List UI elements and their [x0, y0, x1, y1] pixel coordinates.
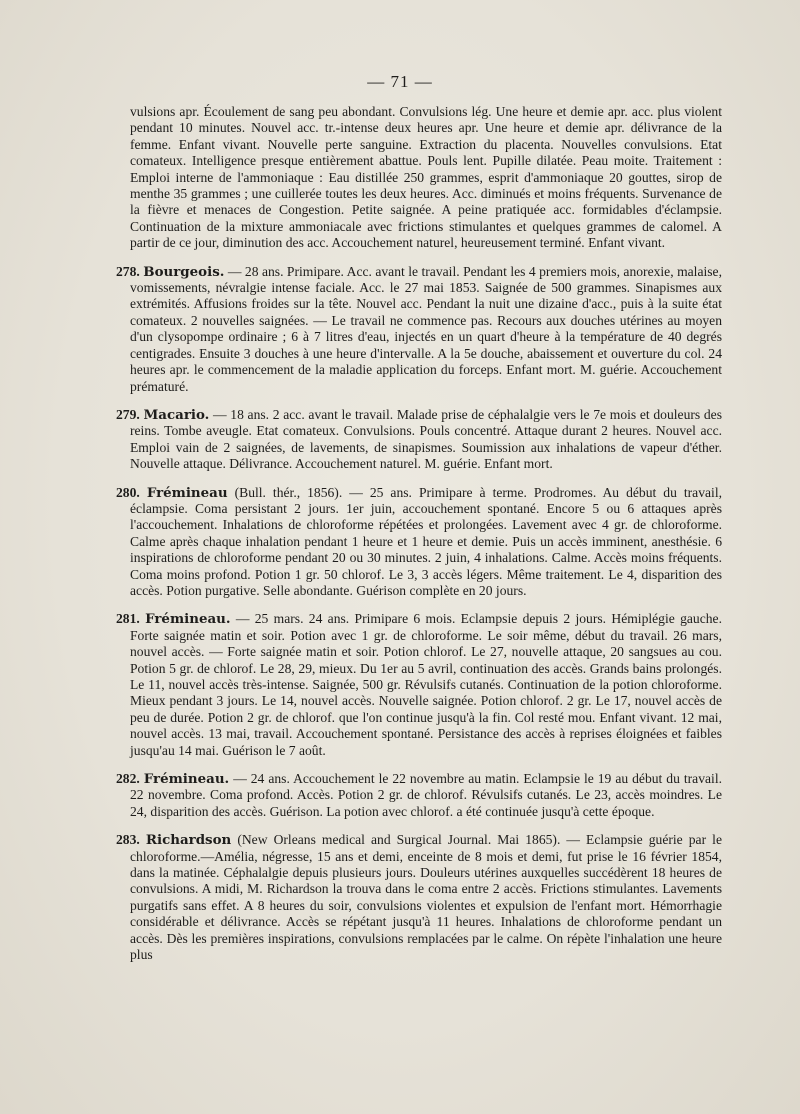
- entry-number: 282.: [116, 771, 140, 787]
- entry-283: [116, 832, 722, 963]
- entry-281: [116, 611, 722, 759]
- entry-author: Richardson: [145, 832, 232, 849]
- entry-280: [116, 485, 722, 600]
- entry-282: [116, 771, 722, 820]
- entry-number: 280.: [116, 484, 140, 500]
- entry-number: 283.: [116, 832, 140, 848]
- entry-text: (New Orleans medical and Surgical Journal. Mai 1865). — Eclampsie guérie par le chloroforme.—Amélia, négresse, 15 ans et demi, enceinte de 8 mois et demi, fut prise le 16 février 1854, dans la matinée. Céphalalgie depuis plusieurs jours. Douleurs utérines auxquelles succédèrent 18 heures de convulsions. A midi, M. Richardson la trouva dans le coma entre 2 accès. Frictions stimulantes. Lavements purgatifs sans effet. A 8 heures du soir, convulsions violentes et expulsion de l'enfant mort. Hémorrhagie considérable et délivrance. Accès se répétant jusqu'à 11 heures. Inhalations de chloroforme pendant un accès. Dès les premières inspirations, convulsions remplacées par le calme. On répète l'inhalation une heure plus: [130, 832, 722, 963]
- entry-author: Frémineau.: [145, 611, 231, 628]
- entry-author: Macario.: [143, 406, 210, 423]
- entry-number: 278.: [116, 263, 140, 279]
- entry-279: [116, 407, 722, 473]
- entry-author: Frémineau.: [143, 771, 230, 788]
- entry-number: 281.: [116, 611, 140, 627]
- entry-author: Bourgeois.: [143, 263, 225, 280]
- entry-author: Frémineau: [146, 484, 228, 501]
- entry-text: — 18 ans. 2 acc. avant le travail. Malade prise de céphalalgie vers le 7e mois et douleurs des reins. Tombe aveugle. Etat comateux. Convulsions. Pouls concentré. Attaque durant 2 heures. Nouvel acc. Emploi vain de 2 saignées, de lavements, de sinapismes. Soumission aux inhalations de vapeur d'éther. Nouvelle attaque. Délivrance. Accouchement naturel. M. guérie. Enfant mort.: [130, 406, 722, 472]
- entry-text: — 28 ans. Primipare. Acc. avant le travail. Pendant les 4 premiers mois, anorexie, malaise, vomissements, névralgie intense faciale. Acc. le 27 mai 1853. Saignée de 500 grammes. Sinapismes aux extrémités. Affusions froides sur la tête. Nouvel acc. Pendant la nuit une dizaine d'acc., puis à la suite état comateux. 2 nouvelles saignées. — Le travail ne commence pas. Recours aux douches utérines au moyen d'un clysopompe ordinaire ; 6 à 7 litres d'eau, injectés en un quart d'heure à la température de 40 degrés centigrades. Ensuite 3 douches à une heure d'intervalle. A la 5e douche, abaissement et ouverture du col. 24 heures apr. le commencement de la maladie application du forceps. Enfant mort. M. guérie. Accouchement prématuré.: [130, 263, 722, 394]
- entry-text: — 25 mars. 24 ans. Primipare 6 mois. Eclampsie depuis 2 jours. Hémiplégie gauche. Forte saignée matin et soir. Potion avec 1 gr. de chloroforme. Le soir même, début du travail. 26 mars, nouvel accès. — Forte saignée matin et soir. Potion chlorof. Le 27, nouvelle attaque, 20 sangsues au cou. Potion 5 gr. de chlorof. Le 28, 29, mieux. Du 1er au 5 avril, continuation des accès. Grands bains prolongés. Le 11, nouvel accès très-intense. Saignée, 500 gr. Révulsifs cutanés. Continuation de la potion chloroforme. Mieux pendant 3 jours. Le 14, nouvel accès. Nouvelle saignée. Potion chlorof. 2 gr. Le 17, nouvel accès de peu de durée. Potion 2 gr. de chlorof. que l'on continue jusqu'à la fin. Col resté mou. Enfant vivant. 12 mai, nouvel accès. 13 mai, travail. Accouchement spontané. Persistance des accès à reprises éloignées et faibles jusqu'au 14 mai. Guérison le 7 août.: [130, 611, 722, 758]
- page-body: [116, 104, 722, 976]
- entry-text: — 24 ans. Accouchement le 22 novembre au matin. Eclampsie le 19 au début du travail. 22 novembre. Coma profond. Accès. Potion 2 gr. de chlorof. Révulsifs cutanés. Le 23, accès moindres. Le 24, disparition des accès. Guérison. La potion avec chlorof. a été continuée jusqu'à cette époque.: [130, 771, 722, 819]
- entry-number: 279.: [116, 406, 140, 422]
- entry-278: [116, 264, 722, 395]
- entry-text: vulsions apr. Écoulement de sang peu abondant. Convulsions lég. Une heure et demie apr. acc. plus violent pendant 10 minutes. Nouvel acc. tr.-intense deux heures apr. Une heure et demie apr. délivrance de la femme. Enfant vivant. Nouvelle perte sanguine. Extraction du placenta. Nouvelles convulsions. Etat comateux. Intelligence presque entièrement abattue. Pouls lent. Pupille dilatée. Peau moite. Traitement : Emploi interne de l'ammoniaque : Eau distillée 250 grammes, esprit d'ammoniaque 20 gouttes, sirop de menthe 35 grammes ; une cuillerée toutes les deux heures. Acc. diminués et moins fréquents. Survenance de la fièvre et menaces de Congestion. Petite saignée. A peine pratiquée acc. formidables d'éclampsie. Continuation de la mixture ammoniacale avec frictions stimulantes et quelques grammes de calomel. A partir de ce jour, diminution des acc. Accouchement naturel, heureusement terminé. Enfant vivant.: [130, 104, 722, 251]
- entry-continued: [116, 104, 722, 252]
- entry-text: (Bull. thér., 1856). — 25 ans. Primipare à terme. Prodromes. Au début du travail, éclampsie. Coma persistant 2 jours. 1er juin, accouchement spontané. Encore 5 ou 6 attaques après l'accouchement. Inhalations de chloroforme répétées et prolongées. Lavement avec 4 gr. de chloroforme. Calme après chaque inhalation pendant 1 heure et 1 heure et demie. Puis un accès imminent, anesthésie. 6 inspirations de chloroforme pendant 20 ou 30 minutes. 2 juin, 4 inhalations. Calme. Accès moins fréquents. Coma moins profond. Potion 1 gr. 50 chlorof. Le 3, 3 accès légers. Même traitement. Le 4, disparition des accès. Potion purgative. Selle abondante. Guérison complète en 20 jours.: [130, 484, 723, 598]
- page-number: — 71 —: [367, 72, 433, 91]
